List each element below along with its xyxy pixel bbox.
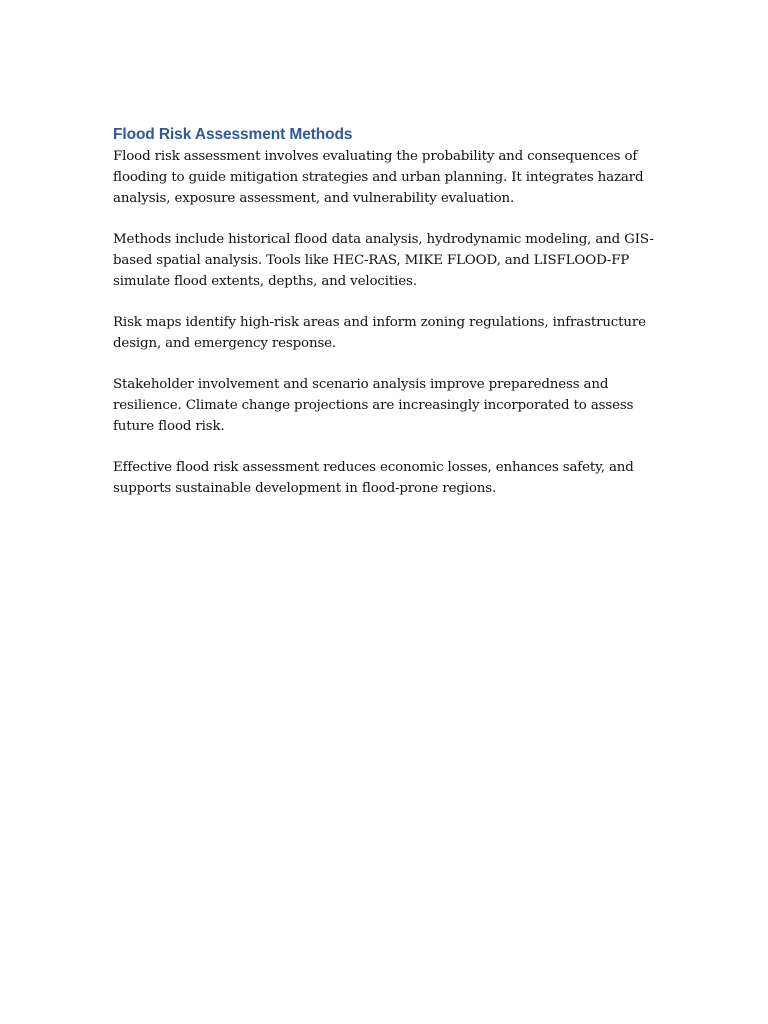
paragraph-conclusion: Effective flood risk assessment reduces economic losses, enhances safety, and supports sustainable development in flood-prone regions. [113,460,634,496]
paragraph-methods: Methods include historical flood data analysis, hydrodynamic modeling, and GIS-based spatial analysis. Tools like HEC-RAS, MIKE FLOOD, and LISFLOOD-FP simulate flood extents, depths, and velocities. [113,232,654,289]
paragraph-risk-maps: Risk maps identify high-risk areas and inform zoning regulations, infrastructure design, and emergency response. [113,315,646,351]
paragraph-stakeholders: Stakeholder involvement and scenario analysis improve preparedness and resilience. Climate change projections are increasingly incorporated to assess future flood risk. [113,377,634,434]
paragraph-intro: Flood risk assessment involves evaluating the probability and consequences of flooding to guide mitigation strategies and urban planning. It integrates hazard analysis, exposure assessment, and vulnerability evaluation. [113,149,644,206]
document-body [113,124,661,519]
document-heading: Flood Risk Assessment Methods [113,126,353,143]
